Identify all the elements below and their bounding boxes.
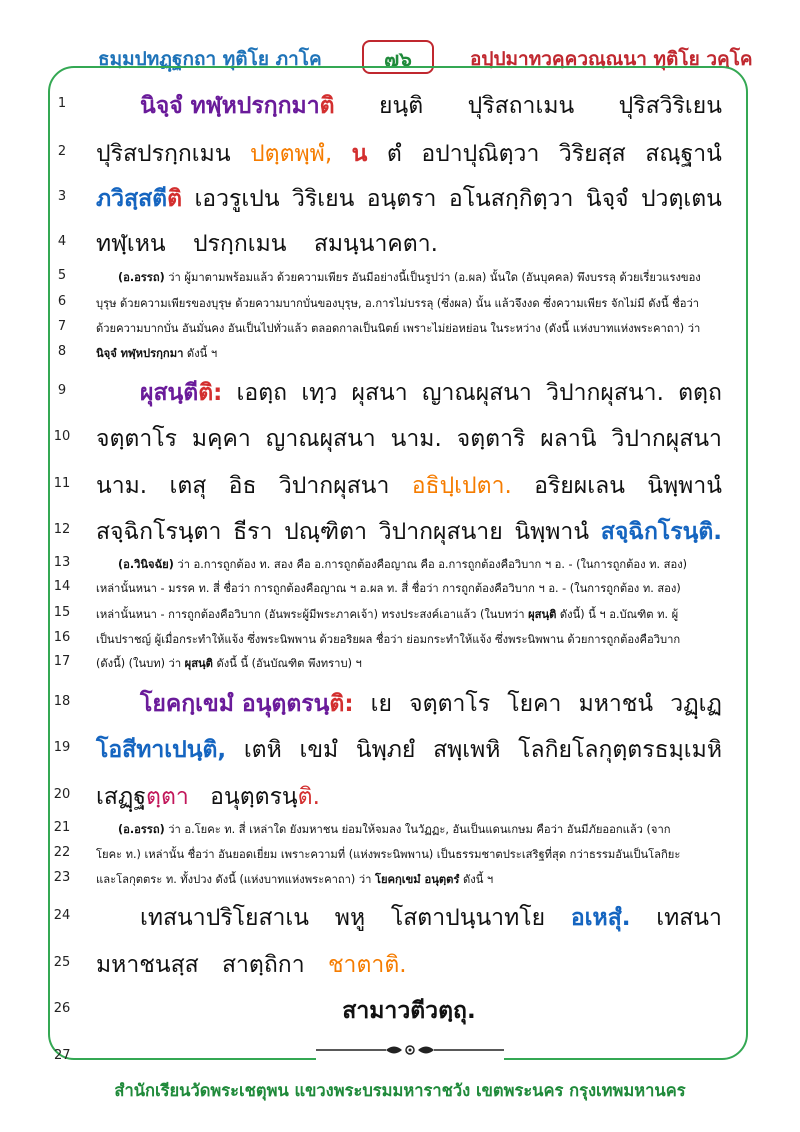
translation-line-6: บุรุษ ด้วยความเพียรของบุรุษ ด้วยความบากบั่นของบุรุษ, อ.การไม่บรรลุ (ซึ่งผล) นั้น แล้วจึงงด ซึ่งความเพียร จักไม่มี ดังนี้ ชื่อว่า bbox=[96, 297, 700, 310]
word: ปตฺตพฺพํ, bbox=[250, 141, 333, 167]
line-number: 9 bbox=[57, 383, 67, 398]
line-number: 4 bbox=[57, 234, 67, 249]
word: ผุสนา bbox=[351, 380, 408, 406]
translation-text: ดังนี้ นี้ (อันบัณฑิต พึงทราบ) ฯ bbox=[212, 657, 362, 670]
word: ญาณผุสนา bbox=[421, 380, 532, 406]
word: ตํ bbox=[386, 141, 402, 167]
word: ฺติ. bbox=[297, 784, 320, 810]
word: ปรกฺกเมน bbox=[192, 231, 287, 257]
text-line-4 bbox=[96, 226, 722, 262]
word: อธิปฺเปตา. bbox=[411, 473, 512, 499]
word: อเหสุํ. bbox=[570, 905, 631, 931]
text-line-12 bbox=[96, 514, 722, 550]
word: ยนฺติ bbox=[379, 93, 424, 119]
word: วิริยสฺส bbox=[558, 141, 626, 167]
line-number: 10 bbox=[53, 429, 71, 444]
divider-ornament-icon bbox=[316, 1040, 504, 1060]
line-number: 8 bbox=[57, 344, 67, 359]
word: ปุริสถาเมน bbox=[467, 93, 575, 119]
word: นิพฺพานํ bbox=[514, 519, 590, 545]
word: ปุริสปรกฺกเมน bbox=[96, 141, 231, 167]
header-book-title: ธมฺมปทฏฺฐกถา ทุติโย ภาโค bbox=[98, 48, 322, 70]
word: นาม. bbox=[390, 426, 442, 452]
line-number: 5 bbox=[57, 268, 67, 283]
line-number: 11 bbox=[53, 476, 71, 491]
word: ตฺตา bbox=[146, 784, 189, 810]
word: น bbox=[351, 141, 368, 167]
page-number: ๗๖ bbox=[362, 40, 434, 74]
word: ปวตฺเตน bbox=[640, 186, 722, 212]
text-line-1 bbox=[96, 88, 722, 124]
word: โยคกฺเขมํ อนุตฺตรนฺ bbox=[140, 691, 330, 717]
word: จตฺตาโร bbox=[96, 426, 177, 452]
line-number: 16 bbox=[53, 630, 71, 645]
word: ตตฺถ bbox=[678, 380, 722, 406]
word: นาม. bbox=[96, 473, 148, 499]
line-number: 22 bbox=[53, 845, 71, 860]
line-number: 18 bbox=[53, 694, 71, 709]
word: ชาตาติ. bbox=[327, 952, 407, 978]
pali-term: ผุสนฺติ bbox=[184, 657, 213, 670]
word: สจฺฉิกโรนฺตา bbox=[96, 519, 222, 545]
word: พหู bbox=[334, 905, 366, 931]
translation-line-7: ด้วยความบากบั่น อันมั่นคง อันเป็นไปทั่วแล้ว ตลอดกาลเป็นนิตย์ เพราะไม่ย่อหย่อน ในระหว่าง (ดังนี้ แห่งบาทแห่งพระคาถา) ว่า bbox=[96, 322, 701, 335]
word: ติ: bbox=[198, 380, 223, 406]
word: อิธ bbox=[228, 473, 257, 499]
line-number: 7 bbox=[57, 319, 67, 334]
word: อนฺตรา bbox=[366, 186, 437, 212]
word: ปณฺฑิตา bbox=[284, 519, 367, 545]
translation-line-14: เหล่านั้นหนา - มรรค ท. สี่ ชื่อว่า การถูกต้องคือญาณ ฯ อ.ผล ท. สี่ ชื่อว่า การถูกต้องคือวิบาก ฯ อ. - (ในการถูกต้อง ท. สอง) bbox=[96, 582, 681, 595]
line-number: 13 bbox=[53, 555, 71, 570]
word: เทสนาปริโยสาเน bbox=[140, 905, 310, 931]
text-line-9 bbox=[96, 375, 722, 411]
translation-line-15 bbox=[96, 605, 722, 623]
translation-text: ว่า อ.โยคะ ท. สี่ เหล่าใด ยังมหาชน ย่อมให้จมลง ในวัฏฏะ, อันเป็นแดนเกษม คือว่า อันมีภัยออกแล้ว (จาก bbox=[164, 823, 671, 836]
text-line-24 bbox=[96, 900, 722, 936]
word: วิริเยน bbox=[291, 186, 355, 212]
line-number: 26 bbox=[53, 1001, 71, 1016]
translation-line-22: โยคะ ท.) เหล่านั้น ชื่อว่า อันยอดเยี่ยม เพราะความที่ (แห่งพระนิพพาน) เป็นธรรมชาตประเสริฐที่สุด กว่าธรรมอันเป็นโลกิยะ bbox=[96, 848, 681, 861]
word: ภวิสฺสตี bbox=[96, 186, 168, 212]
translation-label: (อ.วินิจฉัย) bbox=[118, 558, 174, 571]
pali-term: โยคกฺเขมํ อนุตฺตรํ bbox=[374, 873, 460, 886]
text-line-11 bbox=[96, 468, 722, 504]
text-line-18 bbox=[96, 686, 722, 722]
word: สาตฺถิกา bbox=[221, 952, 305, 978]
word: เอตฺถ bbox=[236, 380, 288, 406]
translation-line-5 bbox=[96, 268, 744, 286]
word: นิพฺภยํ bbox=[355, 737, 416, 763]
word: เขมํ bbox=[299, 737, 339, 763]
word: นิพฺพานํ bbox=[647, 473, 722, 499]
translation-text: ว่า ผู้มาตามพร้อมแล้ว ด้วยความเพียร อันมีอย่างนี้เป็นรูปว่า (อ.ผล) นั้นใด (อันบุคคล) พึงบรรลุ ด้วยเรี่ยวแรงของ bbox=[164, 271, 701, 284]
word: อโนสกฺกิตฺวา bbox=[448, 186, 574, 212]
word: วิปากผุสนาย bbox=[378, 519, 503, 545]
translation-line-17 bbox=[96, 654, 722, 672]
word: ปุริสวิริเยน bbox=[618, 93, 722, 119]
translation-text: ดังนี้ ฯ bbox=[183, 347, 218, 360]
translation-text: และโลกุตตระ ท. ทั้งปวง ดังนี้ (แห่งบาทแห่งพระคาถา) ว่า bbox=[96, 873, 375, 886]
word: จตฺตาโร bbox=[409, 691, 491, 717]
translation-label: (อ.อรรถ) bbox=[118, 271, 165, 284]
word: อปาปุณิตฺวา bbox=[421, 141, 540, 167]
translation-text: (ดังนี้) (ในบท) ว่า bbox=[96, 657, 185, 670]
word: นิจฺจํ ทฬฺหปรกฺกมา bbox=[140, 93, 320, 119]
word: ติ: bbox=[329, 691, 354, 717]
word: โอสีทาเปนฺติ, bbox=[96, 737, 227, 763]
line-number: 6 bbox=[57, 294, 67, 309]
line-number: 24 bbox=[53, 908, 71, 923]
word: เตสุ bbox=[169, 473, 207, 499]
translation-line-16: เป็นปราชญ์ ผู้เมื่อกระทำให้แจ้ง ซึ่งพระนิพพาน ด้วยอริยผล ชื่อว่า ย่อมกระทำให้แจ้ง ซึ่งพระนิพพาน ด้วยการถูกต้องคือวิบาก bbox=[96, 633, 681, 646]
line-number: 23 bbox=[53, 870, 71, 885]
word: เสฏฺฐ bbox=[96, 784, 147, 810]
line-number: 27 bbox=[54, 1048, 71, 1063]
word: วฏฺเฏ bbox=[670, 691, 722, 717]
word: อนุตฺตรน bbox=[210, 784, 298, 810]
word: เทสนา bbox=[656, 905, 722, 931]
translation-line-13 bbox=[96, 555, 744, 573]
translation-line-8 bbox=[96, 344, 722, 362]
word: เตหิ bbox=[243, 737, 282, 763]
text-line-3 bbox=[96, 181, 722, 217]
word: วิปากผุสนา bbox=[278, 473, 390, 499]
translation-text: ดังนี้ ฯ bbox=[459, 873, 494, 886]
footer-institution: สำนักเรียนวัดพระเชตุพน แขวงพระบรมมหาราชวัง เขตพระนคร กรุงเทพมหานคร bbox=[114, 1081, 686, 1100]
word: โยคา bbox=[507, 691, 562, 717]
line-number: 21 bbox=[53, 820, 71, 835]
line-number: 2 bbox=[57, 144, 67, 159]
word: ธีรา bbox=[233, 519, 273, 545]
word: วิปากผุสนา bbox=[611, 426, 722, 452]
line-number: 25 bbox=[53, 955, 71, 970]
line-number: 17 bbox=[53, 654, 71, 669]
line-number: 19 bbox=[53, 740, 71, 755]
line-number: 15 bbox=[53, 605, 71, 620]
word: มคฺคา bbox=[191, 426, 251, 452]
line-number: 1 bbox=[57, 96, 67, 111]
translation-text: ว่า อ.การถูกต้อง ท. สอง คือ อ.การถูกต้องคือญาณ คือ อ.การถูกต้องคือวิบาก ฯ อ. - (ในการถูกต้อง ท. สอง) bbox=[173, 558, 688, 571]
word: จตฺตาริ bbox=[456, 426, 526, 452]
text-line-2 bbox=[96, 136, 722, 172]
word: โลกิยโลกุตฺตรธมฺเมหิ bbox=[518, 737, 722, 763]
word: เอวรูเปน bbox=[194, 186, 280, 212]
word: โสตาปนฺนาทโย bbox=[390, 905, 546, 931]
translation-text: ดังนี้) นี้ ฯ อ.บัณฑิต ท. ผู้ bbox=[556, 608, 679, 621]
text-line-20 bbox=[96, 779, 722, 815]
text-line-19 bbox=[96, 732, 722, 768]
word: เย bbox=[370, 691, 393, 717]
word: ญาณผุสนา bbox=[265, 426, 376, 452]
word: ทฬฺเหน bbox=[96, 231, 166, 257]
pali-term: นิจฺจํ ทฬฺหปรกฺกมา bbox=[96, 347, 184, 360]
translation-line-23 bbox=[96, 870, 722, 888]
header-chapter-title: อปฺปมาทวคฺควณฺณนา ทุติโย วคฺโค bbox=[470, 48, 753, 70]
line-number: 20 bbox=[53, 787, 71, 802]
line-number: 3 bbox=[57, 189, 67, 204]
word: สจฺฉิกโรนฺติ. bbox=[600, 519, 722, 545]
word: ผุสนฺตี bbox=[140, 380, 199, 406]
word: อริยผเลน bbox=[534, 473, 625, 499]
word: มหาชนสฺส bbox=[96, 952, 199, 978]
word: มหาชนํ bbox=[578, 691, 654, 717]
translation-label: (อ.อรรถ) bbox=[118, 823, 165, 836]
translation-line-21 bbox=[96, 820, 744, 838]
word: นิจฺจํ bbox=[585, 186, 629, 212]
word: ติ bbox=[319, 93, 335, 119]
word: วิปากผุสนา. bbox=[546, 380, 664, 406]
text-line-25 bbox=[96, 947, 722, 983]
line-number: 14 bbox=[53, 579, 71, 594]
word: สพฺเพหิ bbox=[433, 737, 501, 763]
pali-term: ผุสนฺติ bbox=[528, 608, 557, 621]
story-end-title: สามาวตีวตฺถุ. bbox=[342, 998, 476, 1024]
line-number: 12 bbox=[53, 522, 71, 537]
text-line-10 bbox=[96, 421, 722, 457]
word: เทฺว bbox=[301, 380, 338, 406]
word: สณฺฐานํ bbox=[645, 141, 722, 167]
translation-text: เหล่านั้นหนา - การถูกต้องคือวิบาก (อันพระผู้มีพระภาคเจ้า) ทรงประสงค์เอาแล้ว (ในบทว่า bbox=[96, 608, 529, 621]
word: ผลานิ bbox=[540, 426, 597, 452]
word: ติ bbox=[167, 186, 183, 212]
word: สมนฺนาคตา. bbox=[313, 231, 438, 257]
